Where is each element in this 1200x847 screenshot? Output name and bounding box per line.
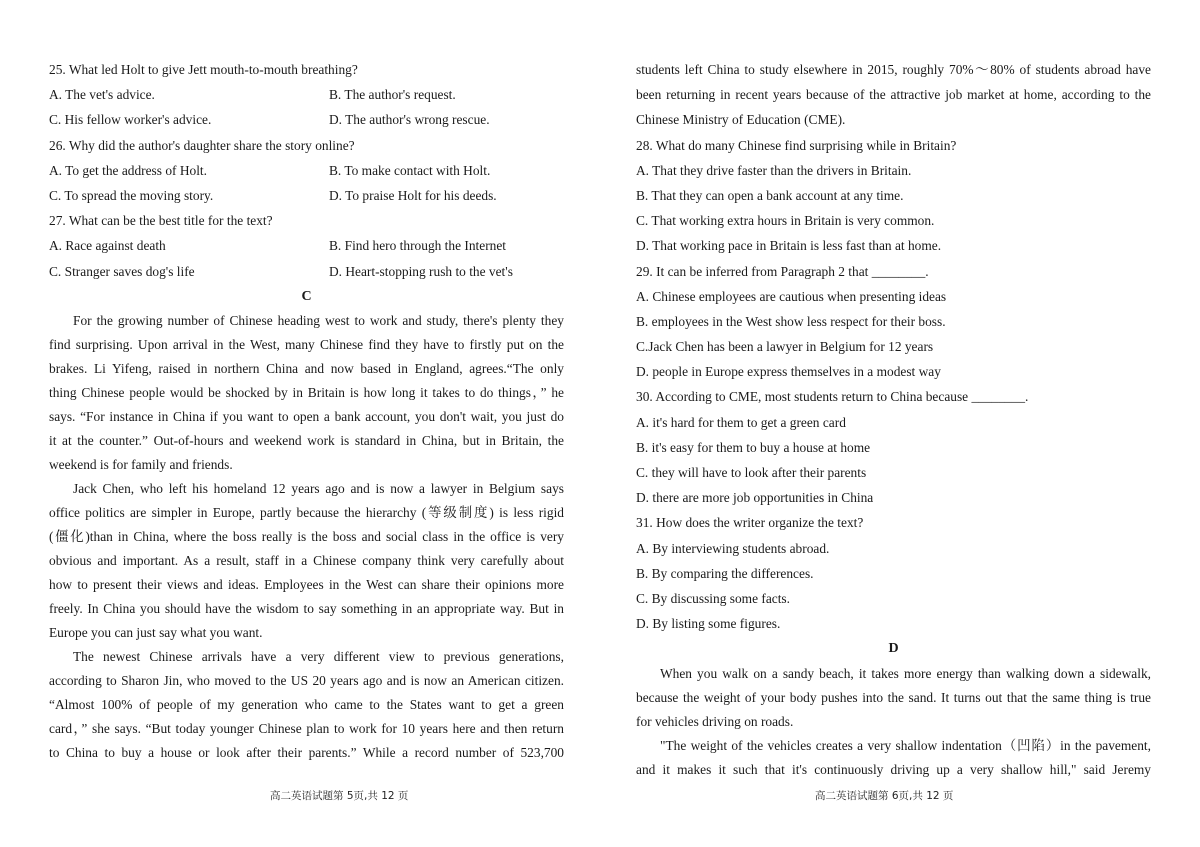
passage-c-line: find surprising. Upon arrival in the West, many Chinese find they have to firstly put on the	[49, 336, 564, 352]
q30-option-a: A. it's hard for them to get a green card	[636, 414, 846, 430]
passage-c-line: freely. In China you should have the wisdom to say something in an appropriate way. But in	[49, 600, 564, 616]
passage-c-line: (僵化)than in China, where the boss really is the boss and social class in the office is very	[49, 528, 564, 544]
q28-option-c: C. That working extra hours in Britain is very common.	[636, 213, 935, 229]
passage-c-line: thing Chinese people would be shocked by in Britain is how long it takes to do things，” he	[49, 384, 564, 400]
q25-option-c: C. His fellow worker's advice.	[49, 112, 212, 128]
passage-c-line: been returning in recent years because of the attractive job market at home, according to the	[636, 87, 1151, 103]
passage-c-line: The newest Chinese arrivals have a very different view to previous generations,	[73, 648, 564, 664]
passage-c-line: brakes. Li Yifeng, raised in northern China and now based in England, agrees.“The only	[49, 360, 564, 376]
q28-option-d: D. That working pace in Britain is less fast than at home.	[636, 238, 942, 254]
passage-d-line: and it makes it such that it's continuously driving up a very shallow hill," said Jeremy	[636, 761, 1151, 777]
q30-stem: 30. According to CME, most students return to China because ________.	[636, 389, 1029, 405]
q27-option-c: C. Stranger saves dog's life	[49, 263, 195, 279]
passage-c-line: card，” she says. “But today younger Chinese plan to work for 10 years here and then return	[49, 720, 564, 736]
q26-options-row-1	[49, 158, 564, 183]
q29-option-c: C.Jack Chen has been a lawyer in Belgium for 12 years	[636, 339, 934, 355]
passage-c-continued	[636, 57, 1151, 133]
page-footer-right: 高二英语试题第 6页,共 12 页	[815, 790, 954, 802]
passage-c-line: “Almost 100% of people of my generation who came to the States want to get a green	[49, 696, 564, 712]
passage-c-line: students left China to study elsewhere in 2015, roughly 70%～80% of students abroad have	[636, 62, 1151, 77]
passage-d	[636, 662, 1151, 782]
q26-options-row-2	[49, 183, 564, 208]
q25-options-row-2	[49, 107, 564, 132]
q31-stem: 31. How does the writer organize the text?	[636, 515, 864, 531]
q31-option-d: D. By listing some figures.	[636, 616, 781, 632]
q26-option-b: B. To make contact with Holt.	[329, 162, 491, 178]
passage-c	[49, 309, 564, 765]
q29-option-d: D. people in Europe express themselves in a modest way	[636, 364, 941, 380]
q27-stem: 27. What can be the best title for the text?	[49, 213, 273, 229]
q28-stem: 28. What do many Chinese find surprising while in Britain?	[636, 137, 957, 153]
right-column	[636, 57, 1151, 782]
q25-stem: 25. What led Holt to give Jett mouth-to-mouth breathing?	[49, 62, 358, 77]
q26-option-a: A. To get the address of Holt.	[49, 162, 207, 178]
passage-c-line: obvious and important. As a result, staff in a Chinese company think very carefully about	[49, 552, 564, 568]
section-d-heading: D	[888, 641, 899, 657]
passage-c-line: Chinese Ministry of Education (CME).	[636, 112, 846, 128]
passage-c-line: it at the counter.” Out-of-hours and weekend work is standard in China, but in Britain, the	[49, 432, 564, 448]
q28-option-b: B. That they can open a bank account at any time.	[636, 187, 904, 203]
page-footer-left: 高二英语试题第 5页,共 12 页	[270, 790, 409, 802]
q31-option-b: B. By comparing the differences.	[636, 565, 814, 581]
q30-option-d: D. there are more job opportunities in China	[636, 490, 874, 506]
passage-d-line: for vehicles driving on roads.	[636, 713, 794, 729]
q27-option-b: B. Find hero through the Internet	[329, 238, 507, 254]
q31-option-c: C. By discussing some facts.	[636, 590, 790, 606]
q27-options-row-2	[49, 259, 564, 284]
q28-option-a: A. That they drive faster than the drivers in Britain.	[636, 162, 912, 178]
passage-c-line: weekend is for family and friends.	[49, 456, 233, 472]
passage-d-line: because the weight of your body pushes into the sand. It turns out that the same thing is true	[636, 689, 1151, 705]
passage-c-line: For the growing number of Chinese heading west to work and study, there's plenty they	[73, 312, 564, 328]
q29-option-a: A. Chinese employees are cautious when presenting ideas	[636, 288, 947, 304]
q26-option-c: C. To spread the moving story.	[49, 187, 214, 203]
section-c-heading: C	[301, 288, 312, 304]
q31-option-a: A. By interviewing students abroad.	[636, 540, 830, 556]
passage-d-line: When you walk on a sandy beach, it takes more energy than walking down a sidewalk,	[660, 665, 1151, 681]
q25-options-row-1	[49, 82, 564, 107]
passage-c-line: says. “For instance in China if you want to open a bank account, you don't wait, you just do	[49, 408, 564, 424]
q27-option-a: A. Race against death	[49, 238, 166, 254]
q26-option-d: D. To praise Holt for his deeds.	[329, 187, 497, 203]
q27-options-row-1	[49, 233, 564, 258]
q25-option-d: D. The author's wrong rescue.	[329, 112, 490, 128]
passage-d-line: "The weight of the vehicles creates a very shallow indentation（凹陷）in the pavement,	[660, 737, 1151, 753]
q29-option-b: B. employees in the West show less respect for their boss.	[636, 313, 946, 329]
passage-c-line: Europe you can just say what you want.	[49, 624, 263, 640]
q29-stem: 29. It can be inferred from Paragraph 2 that ________.	[636, 263, 929, 279]
q26-stem: 26. Why did the author's daughter share the story online?	[49, 137, 355, 153]
q30-option-c: C. they will have to look after their parents	[636, 465, 867, 480]
q25-option-a: A. The vet's advice.	[49, 87, 155, 103]
q30-option-b: B. it's easy for them to buy a house at home	[636, 439, 871, 455]
passage-c-line: Jack Chen, who left his homeland 12 years ago and is now a lawyer in Belgium says	[73, 480, 564, 496]
passage-c-line: office politics are simpler in Europe, partly because the hierarchy (等级制度) is less rigid	[49, 504, 564, 520]
passage-c-line: to China to buy a house or look after their parents.” While a record number of 523,700	[49, 744, 564, 760]
left-column	[49, 57, 564, 765]
q25-option-b: B. The author's request.	[329, 87, 456, 103]
passage-c-line: according to Sharon Jin, who moved to the US 20 years ago and is now an American citizen.	[49, 672, 564, 688]
q27-option-d: D. Heart-stopping rush to the vet's	[329, 263, 513, 279]
passage-c-line: how to present their views and ideas. Employees in the West can share their opinions more	[49, 576, 564, 592]
